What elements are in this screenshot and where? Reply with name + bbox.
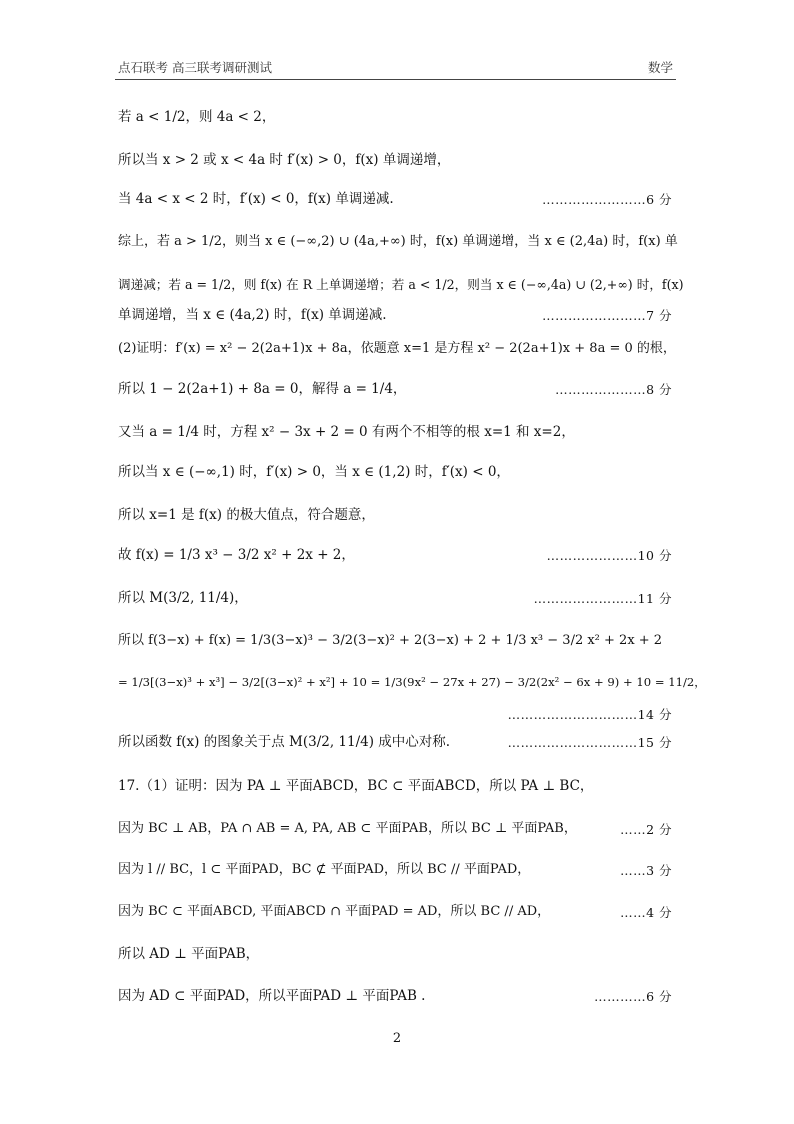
- solution-line: 若 a < 1/2，则 4a < 2，: [118, 109, 276, 125]
- solution-line: 所以 f(3−x) + f(x) = 1/3(3−x)³ − 3/2(3−x)² + 2(3−x) + 2 + 1/3 x³ − 3/2 x² + 2x + 2: [118, 633, 663, 648]
- score-marker: …………………8 分: [555, 382, 672, 397]
- solution-line: 综上，若 a > 1/2，则当 x ∈ (−∞,2) ∪ (4a,+∞) 时，f(x) 单调递增，当 x ∈ (2,4a) 时，f(x) 单: [118, 234, 678, 249]
- header-divider: [115, 79, 676, 80]
- score-marker: ……3 分: [620, 863, 672, 878]
- solution-line: 所以 M(3/2, 11/4)，: [118, 590, 248, 606]
- solution-line: 所以 1 − 2(2a+1) + 8a = 0，解得 a = 1/4，: [118, 381, 407, 397]
- solution-line: 所以 AD ⊥ 平面PAB，: [118, 946, 260, 962]
- solution-line: 因为 l // BC，l ⊂ 平面PAD，BC ⊄ 平面PAD，所以 BC // 平面PAD，: [118, 862, 531, 877]
- score-marker: ……2 分: [620, 822, 672, 837]
- score-marker: …………………………14 分: [507, 707, 672, 722]
- solution-line: (2)证明：f′(x) = x² − 2(2a+1)x + 8a，依题意 x=1 是方程 x² − 2(2a+1)x + 8a = 0 的根，: [118, 341, 676, 356]
- solution-line: = 1/3[(3−x)³ + x³] − 3/2[(3−x)² + x²] + 10 = 1/3(9x² − 27x + 27) − 3/2(2x² − 6x + 9) + 10 = 11/2，: [118, 675, 706, 689]
- score-marker: ……………………11 分: [533, 591, 672, 606]
- solution-line: 因为 AD ⊂ 平面PAD，所以平面PAD ⊥ 平面PAB .: [118, 988, 426, 1004]
- solution-line: 调递减；若 a = 1/2，则 f(x) 在 R 上单调递增；若 a < 1/2，则当 x ∈ (−∞,4a) ∪ (2,+∞) 时，f(x): [118, 277, 684, 292]
- solution-line: 所以 x=1 是 f(x) 的极大值点，符合题意，: [118, 507, 375, 523]
- solution-line: 当 4a < x < 2 时，f′(x) < 0，f(x) 单调递减.: [118, 191, 394, 207]
- solution-line: 所以当 x > 2 或 x < 4a 时 f′(x) > 0，f(x) 单调递增，: [118, 152, 451, 168]
- solution-line: 故 f(x) = 1/3 x³ − 3/2 x² + 2x + 2，: [118, 547, 355, 563]
- score-marker: …………………10 分: [546, 548, 672, 563]
- solution-line: 单调递增，当 x ∈ (4a,2) 时，f(x) 单调递减.: [118, 307, 387, 323]
- score-marker: ……4 分: [620, 905, 672, 920]
- header-title: 点石联考 高三联考调研测试: [118, 60, 272, 75]
- solution-line: 17.（1）证明：因为 PA ⊥ 平面ABCD，BC ⊂ 平面ABCD，所以 PA ⊥ BC，: [118, 778, 594, 794]
- page-number: 2: [392, 1031, 402, 1046]
- header-subject: 数学: [647, 60, 673, 75]
- solution-line: 因为 BC ⊥ AB，PA ∩ AB = A, PA, AB ⊂ 平面PAB，所以 BC ⊥ 平面PAB，: [118, 821, 577, 836]
- score-marker: …………………………15 分: [507, 735, 672, 750]
- solution-line: 因为 BC ⊂ 平面ABCD, 平面ABCD ∩ 平面PAD = AD，所以 BC // AD，: [118, 904, 551, 919]
- solution-line: 所以函数 f(x) 的图象关于点 M(3/2, 11/4) 成中心对称.: [118, 734, 451, 750]
- score-marker: …………6 分: [594, 989, 672, 1004]
- solution-line: 又当 a = 1/4 时，方程 x² − 3x + 2 = 0 有两个不相等的根 x=1 和 x=2，: [118, 424, 575, 440]
- score-marker: ……………………6 分: [542, 192, 672, 207]
- score-marker: ……………………7 分: [542, 308, 672, 323]
- solution-line: 所以当 x ∈ (−∞,1) 时，f′(x) > 0，当 x ∈ (1,2) 时，f′(x) < 0，: [118, 464, 510, 480]
